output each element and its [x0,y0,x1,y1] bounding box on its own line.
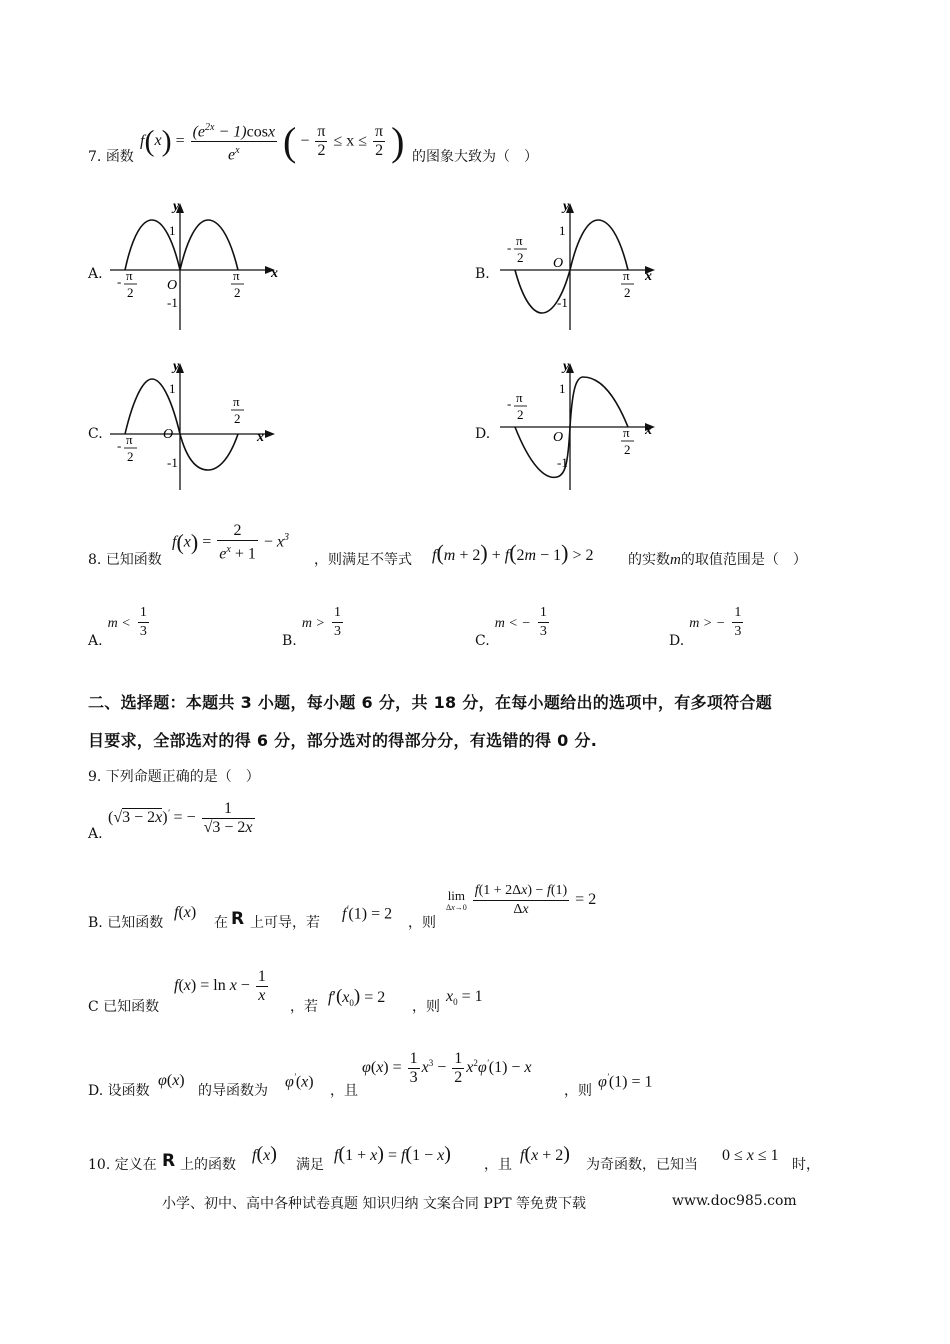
q8-option-b: B. m > $\frac{1}{3}$ [282,605,341,649]
q9-b-text1: 在 [214,915,228,931]
q9-option-a-label: A. [88,826,103,842]
tick-pos-pi: π [233,394,240,409]
q7-graph-b [495,195,675,335]
origin-label: O [553,256,564,271]
tick-neg-minus: - [117,438,122,453]
q9-b-limit: lim Δx→0 $\frac{f(1 + 2\Delta x) - f(1)}{\Delta x}$ = 2 [446,883,597,917]
q9-c-text1: ，若 [290,999,318,1015]
q7-option-b-label: B. [475,266,490,282]
q10-text3: ，且 [484,1157,512,1173]
footer-site-link[interactable]: www.doc985.com [672,1193,797,1209]
q9-d-formula: φ(x) = $\frac{1}{3}$ $x^3$ − $\frac{1}{2}$ $x^2\varphi'(1) - x$ [362,1050,532,1086]
tick-pos-2: 2 [234,285,241,300]
q9-stem: 9. 下列命题正确的是（ ） [88,769,260,785]
q8-suffix: 的实数m的取值范围是（ ） [628,552,807,568]
q9-d-text1: 的导函数为 [198,1083,268,1099]
tick-neg1: -1 [167,295,178,310]
x-label: x [257,430,264,445]
x-label: x [645,423,652,438]
tick-neg-2: 2 [127,285,134,300]
q7-formula: f(x) = $\frac{(e^{2x} - 1)\cos x}{e^x}$ ( − $\frac{\pi}{2}$ ≤ x ≤ $\frac{\pi}{2}$ ) [140,119,405,164]
x-axis-arrow-icon [265,430,275,438]
q7-option-d-label: D. [475,426,491,442]
q9-c-formula: f(x) = ln x − $\frac{1}{x}$ [174,968,266,1004]
q9-option-d-label: D. 设函数 [88,1083,150,1099]
tick-neg-pi: π [126,268,133,283]
q7-graph-d [495,355,675,495]
tick-neg-minus: - [117,274,122,289]
tick-neg1: -1 [167,455,178,470]
q10-real-set: R [162,1151,176,1171]
q7-graph-c [105,355,285,495]
tick-neg-2: 2 [517,407,524,422]
tick-1: 1 [169,223,176,238]
q10-text2: 满足 [296,1157,324,1173]
q8-option-a: A. m < $\frac{1}{3}$ [88,605,147,649]
x-label: x [271,266,278,281]
q10-text5: 时， [792,1157,820,1173]
q8-option-c: C. m < − $\frac{1}{3}$ [475,605,547,649]
q9-b-fx: f(x) [174,904,197,921]
tick-neg-minus: - [507,240,512,255]
tick-neg-2: 2 [127,449,134,464]
q7-option-a-label: A. [88,266,103,282]
q10-prefix: 10. 定义在 [88,1157,157,1173]
origin-label: O [553,430,564,445]
q9-c-text2: ，则 [412,999,440,1015]
curve [515,220,628,313]
q9-c-result: $x_0 = 1$ [446,988,483,1008]
tick-1: 1 [559,381,566,396]
q9-option-b-label: B. 已知函数 [88,915,164,931]
q8-stem: 8. 已知函数 [88,552,162,568]
tick-1: 1 [169,381,176,396]
q9-b-text2: 上可导，若 [250,915,320,931]
tick-pos-2: 2 [624,442,631,457]
curve [125,379,238,470]
tick-pos-2: 2 [624,285,631,300]
tick-pos-pi: π [623,425,630,440]
tick-neg1: -1 [557,455,568,470]
tick-pos-2: 2 [234,411,241,426]
x-label: x [645,269,652,284]
q9-d-result: φ′(1) = 1 [598,1072,653,1091]
q8-middle: ，则满足不等式 [314,552,412,568]
y-label: y [173,359,180,374]
q7-option-c-label: C. [88,426,103,442]
tick-pos-pi: π [233,268,240,283]
q10-fx: f(x) [252,1143,277,1165]
q10-interval: 0 ≤ x ≤ 1 [722,1147,779,1164]
tick-neg-pi: π [516,390,523,405]
section2-heading-line1: 二、选择题：本题共 3 小题，每小题 6 分，共 18 分，在每小题给出的选项中，有多项符合题 [88,693,773,712]
q10-symmetry: f(1 + x) = f(1 − x) [334,1143,451,1165]
tick-neg1: -1 [557,295,568,310]
tick-neg-minus: - [507,396,512,411]
q9-d-phi-prime: φ′(x) [285,1072,314,1091]
origin-label: O [163,427,174,442]
q10-odd: f(x + 2) [520,1143,570,1165]
section2-heading-line2: 目要求，全部选对的得 6 分，部分选对的得部分分，有选错的得 0 分. [88,731,598,750]
q7-graph-a [105,195,285,335]
tick-pos-pi: π [623,268,630,283]
origin-label: O [167,278,178,293]
tick-neg-pi: π [516,233,523,248]
q7-number: 7. 函数 [88,149,134,165]
q10-text4: 为奇函数，已知当 [586,1157,698,1173]
y-label: y [563,199,570,214]
q9-d-text3: ，则 [564,1083,592,1099]
q9-d-text2: ，且 [330,1083,358,1099]
q8-inequality: f(m + 2) + f(2m − 1) > 2 [432,540,594,565]
q10-text1: 上的函数 [180,1157,236,1173]
y-label: y [173,199,180,214]
q8-function-formula: f(x) = $\frac{2}{e^x + 1}$ − $x^3$ [172,522,289,563]
q9-b-condition: f′(1) = 2 [342,904,393,923]
footer-text: 小学、初中、高中各种试卷真题 知识归纳 文案合同 PPT 等免费下载 [162,1196,586,1212]
q9-b-real-set: R [231,909,245,929]
q9-option-c-label: C 已知函数 [88,999,160,1015]
q9-b-text3: ，则 [408,915,436,931]
q9-c-condition: $f'(x_0) = 2$ [328,986,386,1009]
q8-option-d: D. m > − $\frac{1}{3}$ [669,605,742,649]
q9-d-phi: φ(x) [158,1072,185,1089]
q7-suffix: 的图象大致为（ ） [412,149,538,165]
tick-1: 1 [559,223,566,238]
tick-neg-pi: π [126,432,133,447]
q9-option-a-formula: (√3 − 2x)′ = − $\frac{1}{√3 - 2x}$ [108,800,253,836]
curve [125,220,238,270]
tick-neg-2: 2 [517,250,524,265]
y-label: y [563,359,570,374]
